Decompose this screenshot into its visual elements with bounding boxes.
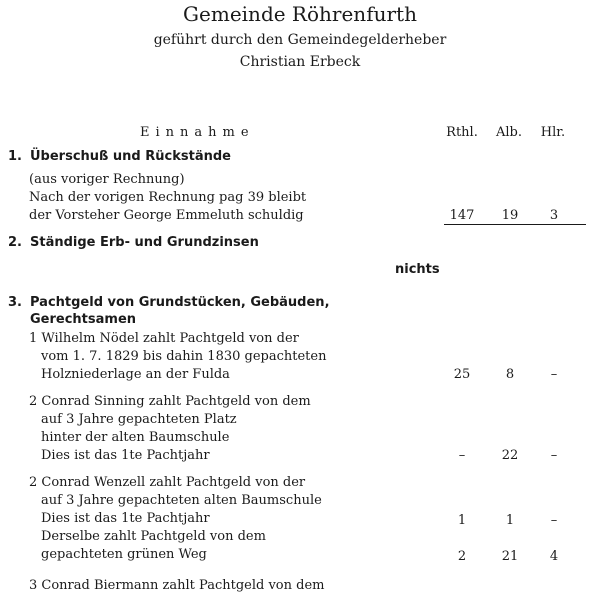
amount-rthl: – (458, 448, 466, 463)
column-header-rthl: Rthl. (446, 125, 478, 140)
section-title: Pachtgeld von Grundstücken, Gebäuden, (30, 295, 330, 310)
entry-line: Holzniederlage an der Fulda (41, 367, 230, 382)
entry-line: 2 Conrad Sinning zahlt Pachtgeld von dem (29, 394, 311, 409)
entry-line: Dies ist das 1te Pachtjahr (41, 511, 210, 526)
column-header-hlr: Hlr. (540, 125, 566, 140)
entry-line: Nach der vorigen Rechnung pag 39 bleibt (29, 190, 307, 205)
sum-rule (444, 224, 586, 225)
entry-line: auf 3 Jahre gepachteten alten Baumschule (41, 493, 322, 508)
section-1-heading (8, 149, 231, 164)
amount-rthl: 1 (457, 513, 467, 528)
amount-rthl: 147 (449, 208, 475, 223)
entry-line: Derselbe zahlt Pachtgeld von dem (41, 529, 266, 544)
amount-alb: 19 (501, 208, 519, 223)
entry-line: auf 3 Jahre gepachteten Platz (41, 412, 237, 427)
amount-hlr: – (550, 448, 558, 463)
section-2-heading (8, 235, 259, 250)
entry-line: hinter der alten Baumschule (41, 430, 230, 445)
section-number: 3. (8, 295, 22, 310)
amount-hlr: 4 (549, 549, 559, 564)
page-title: Gemeinde Röhrenfurth (183, 2, 417, 26)
section-number: 1. (8, 149, 22, 164)
entry-line: gepachteten grünen Weg (41, 547, 207, 562)
amount-hlr: 3 (549, 208, 559, 223)
entry-line: Dies ist das 1te Pachtjahr (41, 448, 210, 463)
amount-alb: 8 (505, 367, 515, 382)
amount-rthl: 2 (457, 549, 467, 564)
column-heading-einnahme: Einnahme (140, 125, 255, 140)
amount-alb: 22 (501, 448, 519, 463)
entry-line: vom 1. 7. 1829 bis dahin 1830 gepachteten (41, 349, 327, 364)
entry-line: 1 Wilhelm Nödel zahlt Pachtgeld von der (29, 331, 299, 346)
amount-hlr: – (550, 367, 558, 382)
section-number: 2. (8, 235, 22, 250)
section-3-heading (8, 295, 330, 310)
section-2-note: nichts (395, 262, 440, 277)
amount-hlr: – (550, 513, 558, 528)
entry-line: 2 Conrad Wenzell zahlt Pachtgeld von der (29, 475, 306, 490)
amount-rthl: 25 (453, 367, 471, 382)
amount-alb: 21 (501, 549, 519, 564)
page-subtitle: geführt durch den Gemeindegelderheber (153, 32, 447, 48)
author-name: Christian Erbeck (239, 54, 361, 70)
column-header-alb: Alb. (496, 125, 522, 140)
section-title: Ständige Erb- und Grundzinsen (30, 235, 259, 250)
entry-line: 3 Conrad Biermann zahlt Pachtgeld von dem (29, 578, 325, 593)
amount-alb: 1 (505, 513, 515, 528)
entry-line: der Vorsteher George Emmeluth schuldig (29, 208, 304, 223)
section-title: Überschuß und Rückstände (30, 149, 231, 164)
entry-line: (aus voriger Rechnung) (29, 172, 185, 187)
section-3-heading-cont: Gerechtsamen (30, 312, 137, 327)
